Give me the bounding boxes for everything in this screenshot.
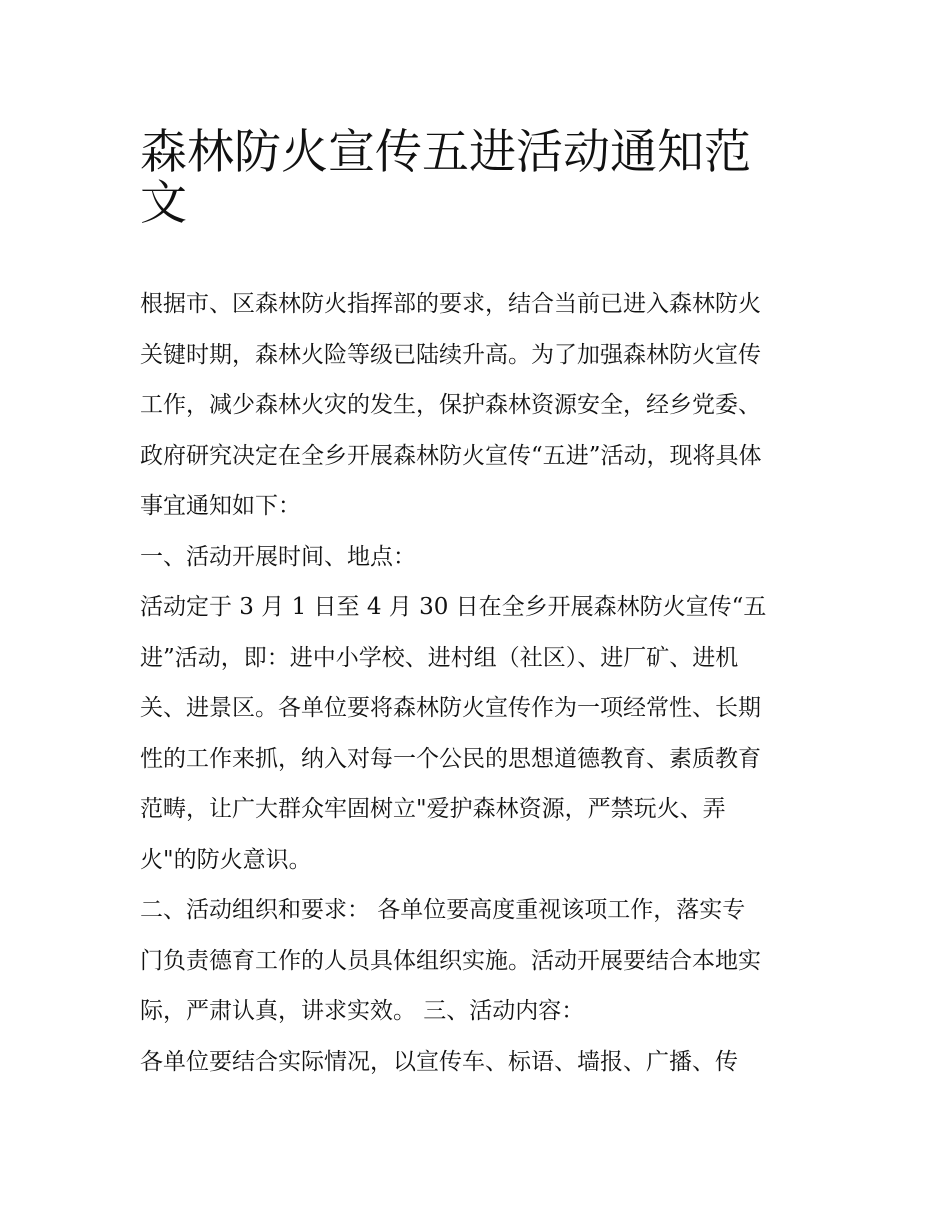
document-body	[140, 279, 820, 1087]
body-line: 性的工作来抓，纳入对每一个公民的思想道德教育、素质教育	[140, 745, 761, 772]
body-line: 活动定于 3 月 1 日至 4 月 30 日在全乡开展森林防火宣传“五	[140, 594, 767, 620]
section-heading: 一、活动开展时间、地点：	[140, 543, 416, 570]
title-line: 森林防火宣传五进活动通知范	[140, 125, 751, 180]
body-line: 根据市、区森林防火指挥部的要求，结合当前已进入森林防火	[140, 291, 761, 317]
body-line: 政府研究决定在全乡开展森林防火宣传“五进”活动，现将具体	[140, 442, 762, 469]
body-line: 关键时期，森林火险等级已陆续升高。为了加强森林防火宣传	[140, 341, 761, 368]
body-line: 事宜通知如下：	[140, 493, 301, 519]
document-title	[140, 116, 820, 231]
body-line: 各单位要结合实际情况，以宣传车、标语、墙报、广播、传	[140, 1048, 738, 1075]
body-line: 进”活动，即：进中小学校、进村组（社区）、进厂矿、进机	[140, 644, 739, 671]
title-line: 文	[140, 175, 187, 231]
body-line: 关、进景区。各单位要将森林防火宣传作为一项经常性、长期	[140, 695, 761, 721]
body-line: 火"的防火意识。	[140, 846, 312, 873]
body-line: 工作，减少森林火灾的发生，保护森林资源安全，经乡党委、	[140, 392, 761, 418]
body-line: 门负责德育工作的人员具体组织实施。活动开展要结合本地实	[140, 947, 761, 974]
body-line: 际，严肃认真，讲求实效。 三、活动内容：	[140, 998, 585, 1024]
section-heading: 二、活动组织和要求： 各单位要高度重视该项工作，落实专	[140, 897, 746, 923]
body-line: 范畴，让广大群众牢固树立"爱护森林资源，严禁玩火、弄	[140, 796, 726, 822]
